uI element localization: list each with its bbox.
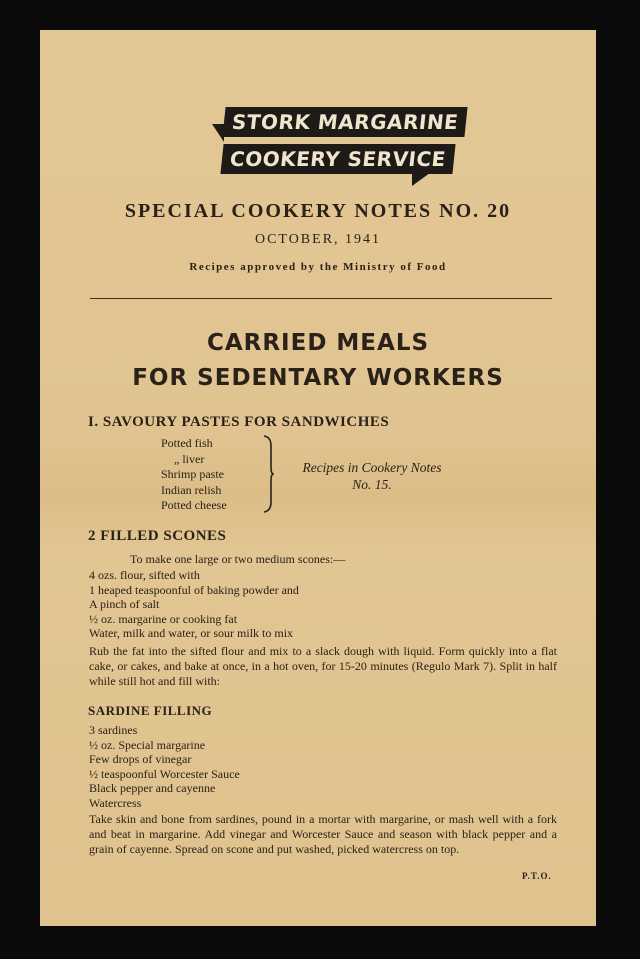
reference-line-2: No. 15. [352, 477, 392, 492]
stork-logo [222, 102, 460, 182]
list-item: Shrimp paste [161, 467, 224, 481]
sardine-filling-heading: SARDINE FILLING [88, 703, 213, 718]
pto-note: P.T.O. [522, 871, 552, 881]
list-item: Watercress [89, 795, 142, 810]
list-item: ½ oz. Special margarine [89, 737, 206, 752]
approval-note: Recipes approved by the Ministry of Food [189, 261, 447, 273]
scone-method: Rub the fat into the sifted flour and mix to a slack dough with liquid. Form quickly into a flat cake, or cakes, and bake at once, in a hot oven, for 15-20 minutes (Regulo Mark 7). Split in half while still hot and fill with: [89, 644, 557, 688]
list-item: 4 ozs. flour, sifted with [89, 568, 200, 582]
logo-line-2: COOKERY SERVICE [220, 144, 455, 174]
list-item: Water, milk and water, or sour milk to mix [89, 626, 294, 640]
section-2-heading: 2 FILLED SCONES [88, 528, 227, 544]
cookery-notes-reference [302, 459, 442, 493]
scone-intro: To make one large or two medium scones:— [130, 552, 346, 566]
sardine-ingredients [89, 723, 557, 810]
list-item: „ liver [174, 451, 205, 466]
list-item: Potted cheese [161, 498, 227, 512]
logo-line-1: STORK MARGARINE [222, 107, 467, 137]
main-title-line-1: CARRIED MEALS [206, 330, 430, 356]
divider [90, 298, 552, 299]
leaflet-title: SPECIAL COOKERY NOTES NO. 20 [124, 200, 512, 222]
leaflet-date: OCTOBER, 1941 [254, 232, 382, 247]
list-item: Potted fish [161, 436, 213, 450]
sardine-method: Take skin and bone from sardines, pound in a mortar with margarine, or mash well with a fork and beat in margarine. Add vinegar and Worcester Sauce and season with black pepper and a grain of cayenne. Spread on scone and put washed, picked watercress on top. [89, 812, 557, 856]
section-1-heading: I. SAVOURY PASTES FOR SANDWICHES [88, 414, 390, 430]
reference-line-1: Recipes in Cookery Notes [302, 460, 442, 475]
brace-icon [262, 434, 274, 514]
list-item: ½ oz. margarine or cooking fat [89, 611, 238, 626]
list-item: ½ teaspoonful Worcester Sauce [89, 766, 240, 781]
paste-list [161, 436, 227, 514]
list-item: 1 heaped teaspoonful of baking powder and [89, 582, 299, 597]
list-item: 3 sardines [89, 723, 138, 737]
list-item: Few drops of vinegar [89, 752, 192, 766]
list-item: Indian relish [161, 482, 222, 497]
cookery-leaflet [40, 30, 596, 926]
main-title-line-2: FOR SEDENTARY WORKERS [132, 365, 504, 391]
scone-ingredients [89, 568, 557, 641]
logo-accent-right [412, 170, 434, 186]
list-item: A pinch of salt [89, 597, 160, 611]
list-item: Black pepper and cayenne [89, 781, 216, 795]
